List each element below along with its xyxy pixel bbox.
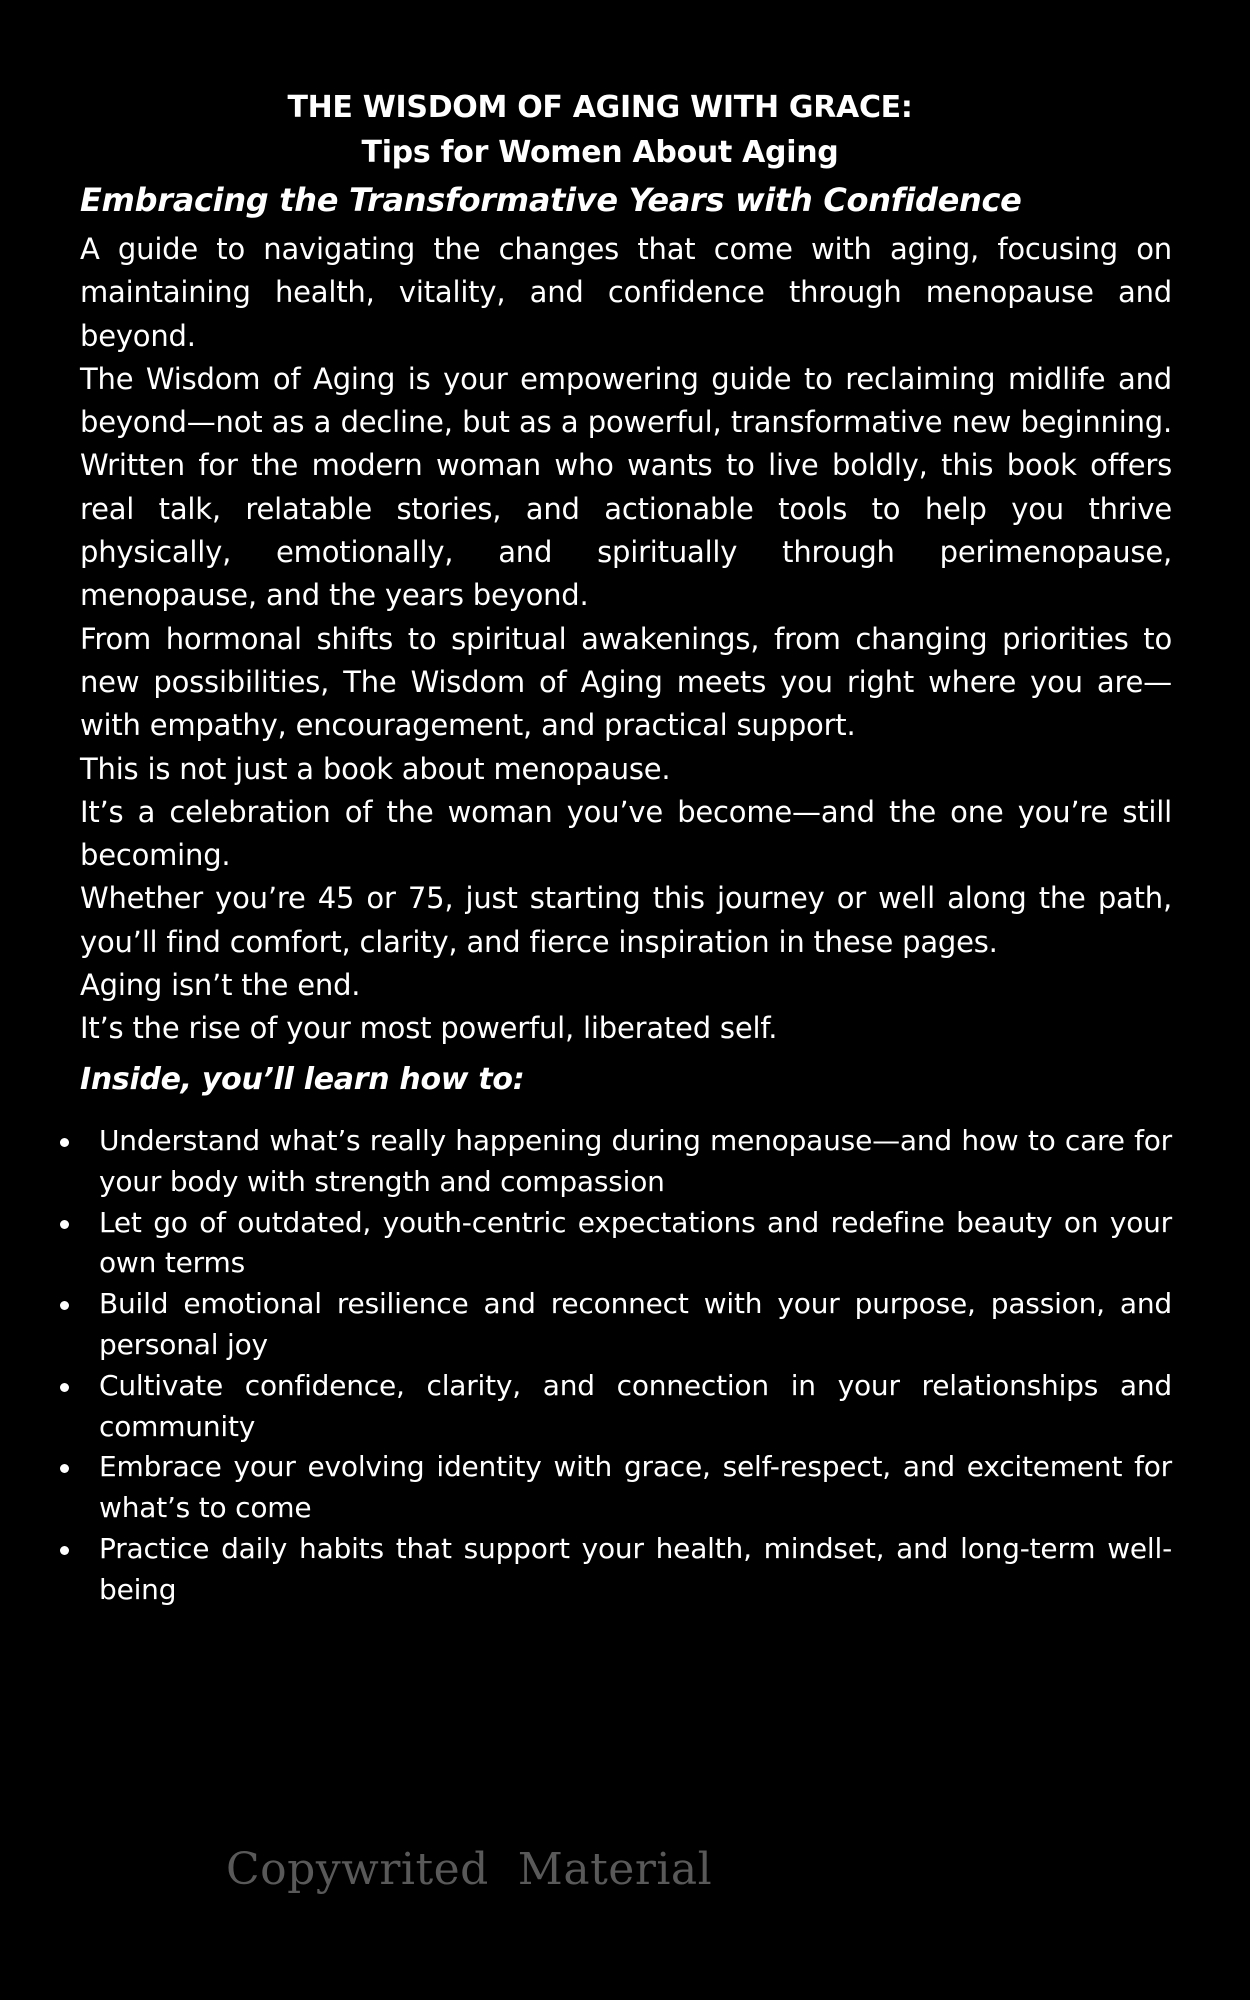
learning-points-list (56, 1121, 1172, 1611)
description-paragraph: Aging isn’t the end. (80, 968, 361, 1003)
list-item (56, 1121, 1172, 1203)
description-paragraph: From hormonal shifts to spiritual awakenings, from changing priorities to new possibilities, The Wisdom of Aging meets you right where you are—with empathy, encouragement, and practical support. (80, 621, 1172, 743)
inside-heading: Inside, you’ll learn how to: (80, 1062, 525, 1097)
description-paragraph: Whether you’re 45 or 75, just starting this journey or well along the path, you’ll find comfort, clarity, and fierce inspiration in these pages. (80, 881, 1172, 959)
description-paragraph: A guide to navigating the changes that come with aging, focusing on maintaining health, vitality, and confidence through menopause and beyond. (80, 232, 1172, 353)
copyright-watermark: Copywrited Material (226, 1844, 713, 1895)
bullet-icon (60, 1220, 69, 1229)
bullet-icon (60, 1138, 69, 1147)
list-item (56, 1284, 1172, 1366)
bullet-icon (60, 1464, 69, 1473)
description-paragraph: This is not just a book about menopause. (80, 751, 671, 786)
book-subtitle: Embracing the Transformative Years with Confidence (80, 181, 1022, 219)
description-body (80, 228, 1172, 1051)
book-title-secondary: Tips for Women About Aging (361, 135, 839, 170)
list-item-text: Understand what’s really happening during menopause—and how to care for your body with strength and compassion (99, 1124, 1172, 1198)
list-item-text: Build emotional resilience and reconnect with your purpose, passion, and personal joy (99, 1287, 1172, 1361)
bullet-icon (60, 1301, 69, 1310)
bullet-icon (60, 1383, 69, 1392)
list-item (56, 1529, 1172, 1611)
list-item-text: Let go of outdated, youth-centric expectations and redefine beauty on your own terms (99, 1205, 1172, 1280)
bullet-icon (60, 1546, 69, 1555)
list-item (56, 1447, 1172, 1529)
description-paragraph: It’s the rise of your most powerful, liberated self. (80, 1011, 778, 1046)
description-paragraph: The Wisdom of Aging is your empowering guide to reclaiming midlife and beyond—not as a decline, but as a powerful, transformative new beginning. Written for the modern woman who wants to live boldly, this book offers real talk, relatable stories, and actionable tools to help you thrive physically, emotionally, and spiritually through perimenopause, menopause, and the years beyond. (80, 361, 1172, 613)
book-title: THE WISDOM OF AGING WITH GRACE: (287, 90, 913, 125)
list-item (56, 1203, 1172, 1285)
list-item (56, 1366, 1172, 1448)
description-paragraph: It’s a celebration of the woman you’ve become—and the one you’re still becoming. (80, 794, 1172, 873)
list-item-text: Cultivate confidence, clarity, and connection in your relationships and community (99, 1368, 1172, 1443)
list-item-text: Practice daily habits that support your health, mindset, and long-term well-being (99, 1531, 1172, 1606)
list-item-text: Embrace your evolving identity with grace, self-respect, and excitement for what’s to come (99, 1450, 1172, 1525)
